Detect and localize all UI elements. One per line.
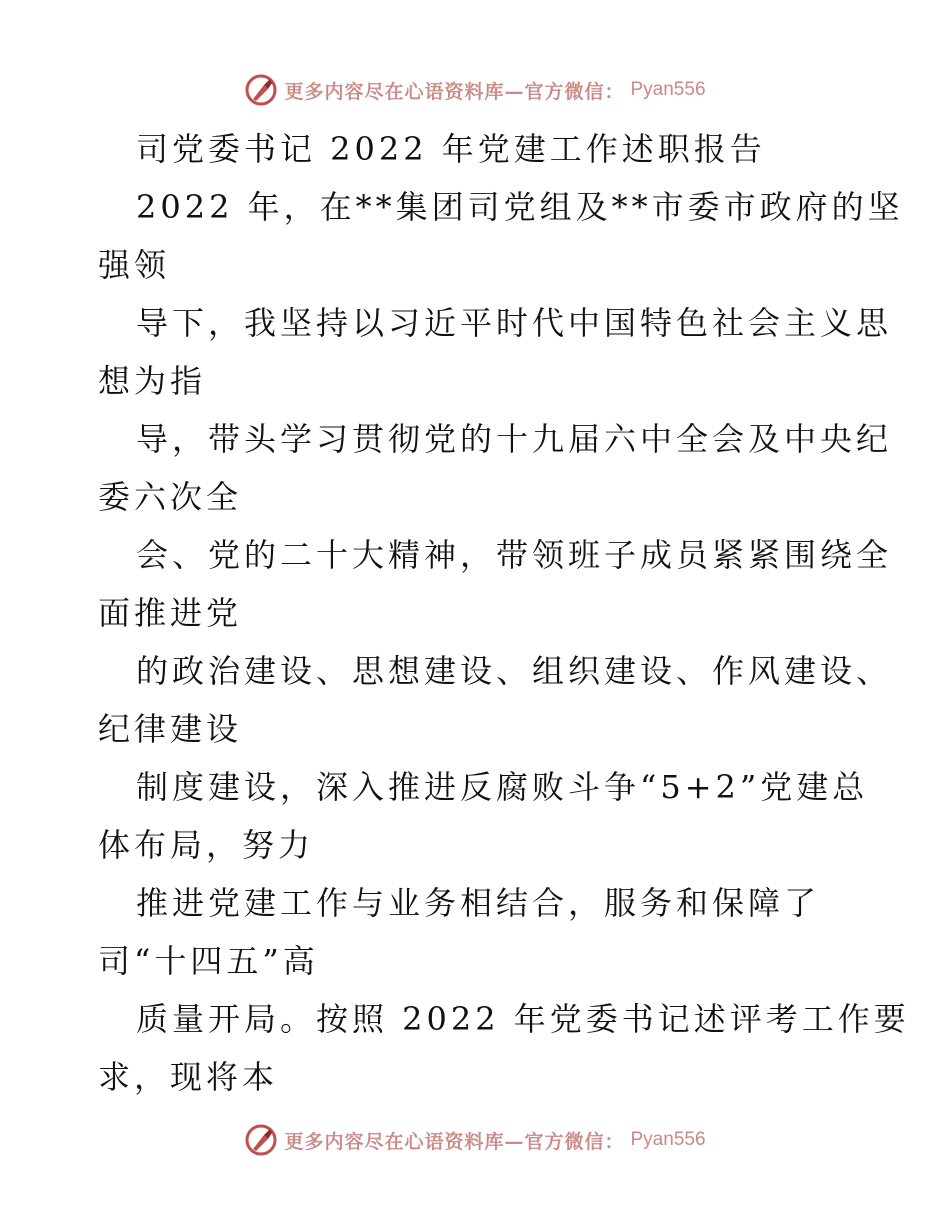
pen-nib-logo-icon (244, 1123, 278, 1157)
footer-banner-text: 更多内容尽在心语资料库—官方微信： (284, 1130, 625, 1153)
document-line: 制度建设，深入推进反腐败斗争“5+2”党建总 (136, 768, 869, 806)
document-line: 导下，我坚持以习近平时代中国特色社会主义思 (136, 304, 893, 342)
document-line: 强领 (98, 246, 171, 284)
header-watermark-banner (0, 70, 950, 110)
document-title: 司党委书记 2022 年党建工作述职报告 (136, 130, 766, 168)
document-line: 2022 年，在**集团司党组及**市委市政府的坚 (136, 188, 904, 226)
header-banner-wechat-id: Pyan556 (630, 79, 706, 100)
header-banner-text: 更多内容尽在心语资料库—官方微信： (284, 80, 625, 103)
document-line: 的政治建设、思想建设、组织建设、作风建设、 (136, 652, 893, 690)
footer-banner-wechat-id: Pyan556 (630, 1129, 706, 1150)
document-line: 司“十四五”高 (98, 942, 319, 980)
document-line: 推进党建工作与业务相结合，服务和保障了 (136, 884, 821, 922)
document-line: 求，现将本 (98, 1058, 279, 1096)
document-line: 想为指 (98, 362, 207, 400)
document-body (98, 120, 910, 1106)
document-line: 面推进党 (98, 594, 243, 632)
document-line: 导，带头学习贯彻党的十九届六中全会及中央纪 (136, 420, 893, 458)
document-line: 质量开局。按照 2022 年党委书记述评考工作要 (136, 1000, 910, 1038)
document-line: 体布局，努力 (98, 826, 315, 864)
pen-nib-logo-icon (244, 73, 278, 107)
document-line: 委六次全 (98, 478, 243, 516)
document-line: 会、党的二十大精神，带领班子成员紧紧围绕全 (136, 536, 893, 574)
footer-watermark-banner (0, 1120, 950, 1160)
document-line: 纪律建设 (98, 710, 243, 748)
